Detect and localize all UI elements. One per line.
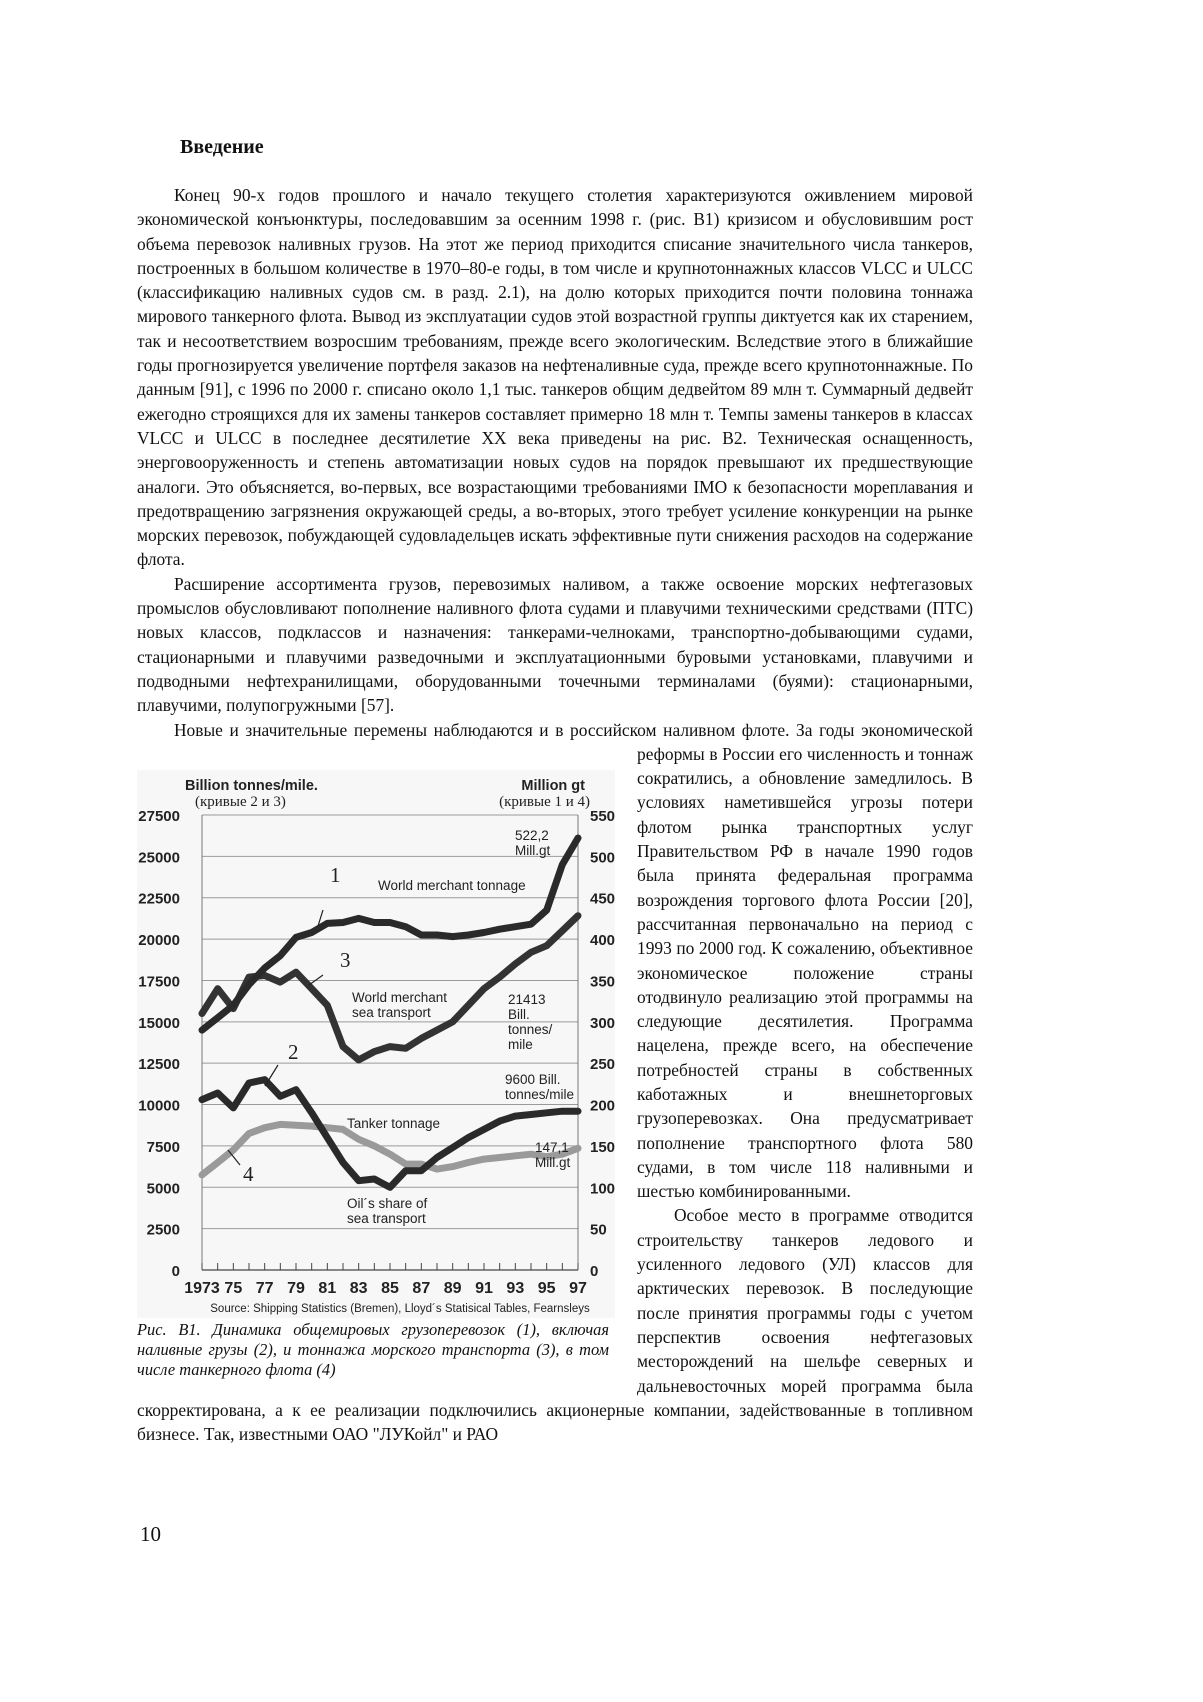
left-tick-label: 20000 <box>138 931 180 949</box>
figure-b1 <box>137 770 615 1380</box>
right-tick-label: 0 <box>590 1262 599 1280</box>
section-heading: Введение <box>180 136 264 158</box>
paragraph: Новые и значительные перемены наблюдаются и в российском наливном флоте. За годы экономической реформы в России его численность и тоннаж сократились, а обновление замедлилось. В условиях наметившейся угрозы потери флотом рынка транспортных услуг Правительством РФ в начале 1990 годов была принята федеральная программа возрождения торгового флота России [20], рассчитанная первоначально на период с 1993 по 2000 год. К сожалению, объективное экономическое положение страны отодвинуло реализацию этой программы на следующие десятилетия. Программа нацелена, прежде всего, на обеспечение потребностей страны в собственных каботажных и внешнеторговых грузоперевозках. Она предусматривает пополнение транспортного флота 580 судами, в том числе 118 наливными и шестью комбинированными. <box>174 719 973 1202</box>
x-tick-label: 89 <box>443 1279 462 1297</box>
left-axis-subtitle: (кривые 2 и 3) <box>195 793 286 810</box>
right-tick-label: 400 <box>590 931 615 949</box>
left-tick-label: 22500 <box>138 890 180 908</box>
left-tick-label: 27500 <box>138 807 180 825</box>
x-tick-label: 81 <box>318 1279 337 1297</box>
annotation-t522: Mill.gt <box>515 842 551 858</box>
figure-caption: Рис. В1. Динамика общемировых грузоперевозок (1), включая наливные грузы (2), и тоннажа морского транспорта (3), в том числе танкерного флота (4) <box>137 1319 609 1379</box>
right-tick-label: 350 <box>590 972 615 990</box>
right-tick-label: 550 <box>590 807 615 825</box>
page-number: 10 <box>140 1522 161 1546</box>
x-tick-label: 77 <box>255 1279 274 1297</box>
annotation-t21413: mile <box>508 1036 533 1052</box>
annotation-tt: Tanker tonnage <box>347 1115 441 1131</box>
right-axis-subtitle: (кривые 1 и 4) <box>499 793 590 810</box>
x-tick-label: 87 <box>412 1279 431 1297</box>
annotation-t9600: tonnes/mile <box>505 1086 575 1102</box>
right-tick-label: 50 <box>590 1221 607 1239</box>
curve-number-2: 2 <box>288 1039 299 1064</box>
right-tick-label: 250 <box>590 1055 615 1073</box>
paragraph: Конец 90-х годов прошлого и начало текущего столетия характеризуются оживлением мировой экономической конъюнктуры, последовавшим за осенним 1998 г. (рис. В1) кризисом и обусловившим рост объема перевозок наливных грузов. На этот же период приходится списание значительного числа танкеров, построенных в большом количестве в 1970–80-е годы, в том числе и крупнотоннажных классов VLCC и ULCC (классификацию наливных судов см. в разд. 2.1), на долю которых приходится почти половина тоннажа мирового танкерного флота. Вывод из эксплуатации судов этой возрастной группы диктуется как их старением, так и несоответствием возросшим требованиям, прежде всего экологическим. Вследствие этого в ближайшие годы прогнозируется увеличение портфеля заказов на нефтеналивные суда, прежде всего крупнотоннажные. По данным [91], с 1996 по 2000 г. списано около 1,1 тыс. танкеров общим дедвейтом 89 млн т. Суммарный дедвейт ежегодно строящихся для их замены танкеров составляет примерно 18 млн т. Темпы замены танкеров в классах VLCC и ULCC в последнее десятилетие XX века приведены на рис. В2. Техническая оснащенность, энерговооруженность и степень автоматизации новых судов на порядок превышают их предшествующие аналоги. Это объясняется, во-первых, все возрастающими требованиями IMO к безопасности мореплавания и предотвращению загрязнения окружающей среды, а во-вторых, этого требует усиление конкуренции на рынке морских перевозок, побуждающей судовладельцев искать эффективные пути снижения расходов на содержание флота. <box>137 185 973 570</box>
left-axis-title: Billion tonnes/mile. <box>185 777 318 794</box>
curve-number-1: 1 <box>330 862 341 887</box>
annotation-oil: Oil´s share of <box>347 1195 428 1211</box>
x-tick-label: 97 <box>569 1279 587 1297</box>
left-tick-label: 25000 <box>138 848 180 866</box>
left-tick-label: 12500 <box>138 1055 180 1073</box>
curve-number-3: 3 <box>340 947 351 972</box>
body-text <box>137 183 973 1446</box>
chart-source: Source: Shipping Statistics (Bremen), Lloyd´s Statisical Tables, Fearnsleys <box>210 1302 590 1315</box>
paragraph: Особое место в программе отводится строительству танкеров ледового и усиленного ледового (УЛ) классов для арктических перевозок. В последующие после принятия программы годы с учетом перспектив освоения нефтегазовых месторождений на шельфе северных и дальневосточных морей программа была скорректирована, а к ее реализации подключились акционерные компании, задействованные в топливном бизнесе. Так, известными ОАО "ЛУКойл" и РАО <box>137 1205 973 1445</box>
x-tick-label: 85 <box>381 1279 399 1297</box>
right-axis-title: Million gt <box>521 777 585 794</box>
right-tick-label: 300 <box>590 1014 615 1032</box>
left-tick-label: 10000 <box>138 1097 180 1115</box>
annotation-t21413: Bill. <box>508 1006 530 1022</box>
right-tick-label: 100 <box>590 1179 615 1197</box>
right-tick-label: 200 <box>590 1097 615 1115</box>
left-tick-label: 0 <box>171 1262 180 1280</box>
left-tick-label: 5000 <box>146 1179 180 1197</box>
chart <box>137 770 615 1318</box>
x-tick-label: 93 <box>506 1279 525 1297</box>
annotation-t21413: 21413 <box>508 991 546 1007</box>
x-tick-label: 95 <box>537 1279 556 1297</box>
x-tick-label: 83 <box>349 1279 368 1297</box>
annotation-t21413: tonnes/ <box>508 1021 553 1037</box>
x-tick-label: 1973 <box>184 1279 220 1297</box>
annotation-wmt: World merchant tonnage <box>378 877 526 893</box>
annotation-t522: 522,2 <box>515 827 549 843</box>
float-spacer <box>137 718 138 766</box>
left-tick-label: 7500 <box>146 1138 180 1156</box>
right-tick-label: 150 <box>590 1138 615 1156</box>
x-tick-label: 75 <box>224 1279 243 1297</box>
x-tick-label: 79 <box>287 1279 305 1297</box>
left-tick-label: 2500 <box>146 1221 180 1239</box>
x-tick-label: 91 <box>475 1279 493 1297</box>
paragraph: Расширение ассортимента грузов, перевозимых наливом, а также освоение морских нефтегазовых промыслов обусловливают пополнение наливного флота судами и плавучими техническими средствами (ПТС) новых классов, подклассов и назначения: танкерами-челноками, транспортно-добывающими судами, стационарными и плавучими разведочными и эксплуатационными буровыми установками, плавучими и подводными нефтехранилищами, оборудованными точечными терминалами (буями): стационарными, плавучими, полупогружными [57]. <box>137 573 973 716</box>
annotation-t147: 147,1 <box>535 1139 569 1155</box>
left-tick-label: 15000 <box>138 1014 180 1032</box>
right-tick-label: 500 <box>590 848 615 866</box>
right-tick-label: 450 <box>590 890 615 908</box>
annotation-oil: sea transport <box>347 1210 426 1226</box>
annotation-wmst: World merchant <box>352 989 448 1005</box>
curve-number-4: 4 <box>243 1161 254 1186</box>
annotation-t9600: 9600 Bill. <box>505 1071 561 1087</box>
left-tick-label: 17500 <box>138 972 180 990</box>
annotation-t147: Mill.gt <box>535 1154 571 1170</box>
annotation-wmst: sea transport <box>352 1004 431 1020</box>
